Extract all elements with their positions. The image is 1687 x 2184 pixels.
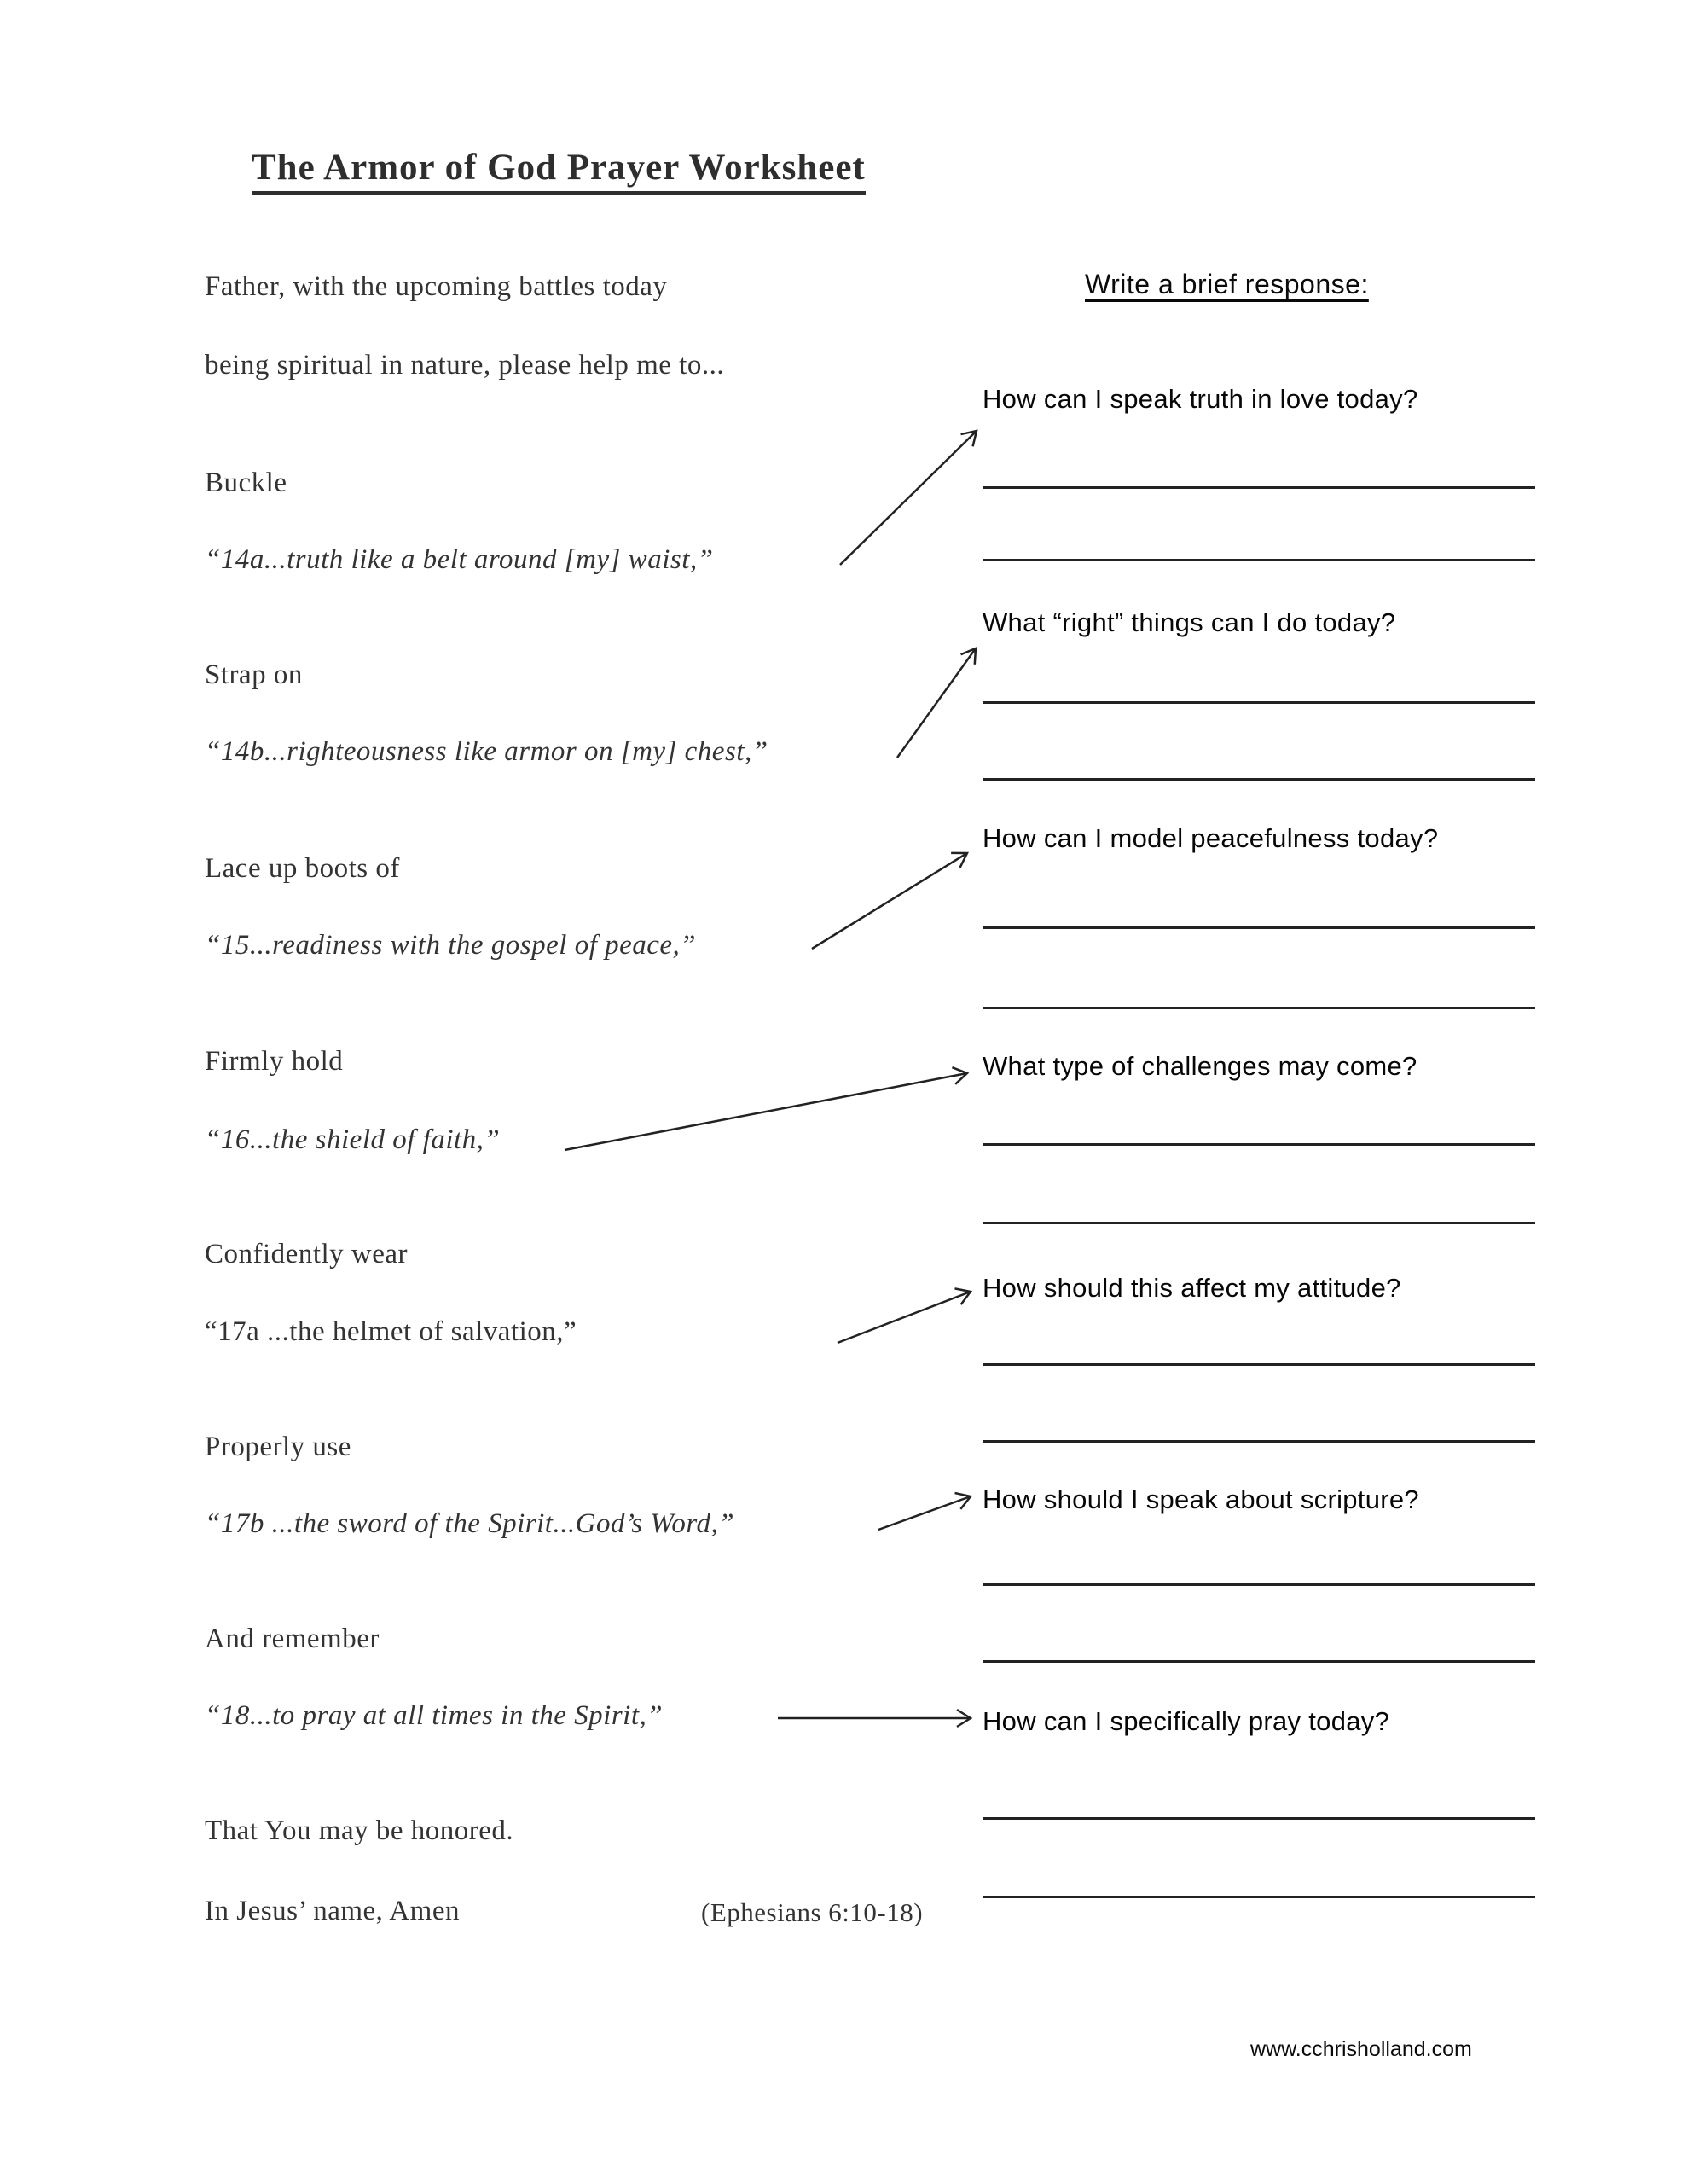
armor-label-confidently-wear: Confidently wear: [205, 1239, 409, 1269]
response-question-7: How can I specifically pray today?: [983, 1706, 1390, 1736]
closing-line-1: That You may be honored.: [205, 1815, 514, 1846]
response-header: Write a brief response:: [1085, 269, 1369, 299]
armor-label-buckle: Buckle: [205, 468, 287, 498]
response-line[interactable]: [983, 486, 1535, 489]
armor-label-strap-on: Strap on: [205, 659, 303, 690]
response-line[interactable]: [983, 1143, 1535, 1146]
response-line[interactable]: [983, 559, 1535, 561]
scripture-quote-15: “15...readiness with the gospel of peace,”: [205, 930, 697, 961]
response-line[interactable]: [983, 701, 1535, 704]
response-line[interactable]: [983, 1222, 1535, 1224]
scripture-quote-16: “16...the shield of faith,”: [205, 1124, 501, 1155]
response-question-4: What type of challenges may come?: [983, 1051, 1417, 1081]
scripture-quote-17a: “17a ...the helmet of salvation,”: [205, 1316, 577, 1347]
connector-arrow-4: [565, 1073, 967, 1150]
connector-arrow-5: [838, 1292, 971, 1343]
response-question-1: How can I speak truth in love today?: [983, 384, 1418, 414]
response-line[interactable]: [983, 926, 1535, 929]
connector-arrow-1: [840, 431, 977, 565]
armor-label-firmly-hold: Firmly hold: [205, 1046, 344, 1077]
response-question-6: How should I speak about scripture?: [983, 1484, 1419, 1514]
response-line[interactable]: [983, 1007, 1535, 1009]
scripture-quote-18: “18...to pray at all times in the Spirit,”: [205, 1700, 664, 1731]
closing-line-2: In Jesus’ name, Amen: [205, 1896, 460, 1926]
response-question-5: How should this affect my attitude?: [983, 1273, 1401, 1303]
response-line[interactable]: [983, 1440, 1535, 1443]
response-line[interactable]: [983, 778, 1535, 781]
response-line[interactable]: [983, 1896, 1535, 1898]
armor-label-properly-use: Properly use: [205, 1432, 351, 1462]
response-line[interactable]: [983, 1660, 1535, 1663]
armor-label-and-remember: And remember: [205, 1623, 380, 1654]
page-title: The Armor of God Prayer Worksheet: [252, 148, 866, 195]
connector-arrow-3: [812, 853, 967, 949]
response-line[interactable]: [983, 1583, 1535, 1586]
scripture-reference: (Ephesians 6:10-18): [701, 1897, 924, 1927]
intro-line-1: Father, with the upcoming battles today: [205, 271, 668, 302]
response-question-3: How can I model peacefulness today?: [983, 823, 1439, 853]
scripture-quote-14b: “14b...righteousness like armor on [my] chest,”: [205, 736, 768, 767]
armor-label-lace-up: Lace up boots of: [205, 853, 400, 884]
connector-arrow-2: [897, 648, 976, 758]
response-line[interactable]: [983, 1363, 1535, 1366]
response-line[interactable]: [983, 1817, 1535, 1820]
intro-line-2: being spiritual in nature, please help me to...: [205, 350, 725, 380]
response-question-2: What “right” things can I do today?: [983, 607, 1396, 637]
scripture-quote-17b: “17b ...the sword of the Spirit...God’s Word,”: [205, 1508, 735, 1539]
footer-url: www.cchrisholland.com: [1250, 2037, 1472, 2061]
scripture-quote-14a: “14a...truth like a belt around [my] waist,”: [205, 544, 714, 575]
connector-arrow-6: [878, 1496, 971, 1530]
